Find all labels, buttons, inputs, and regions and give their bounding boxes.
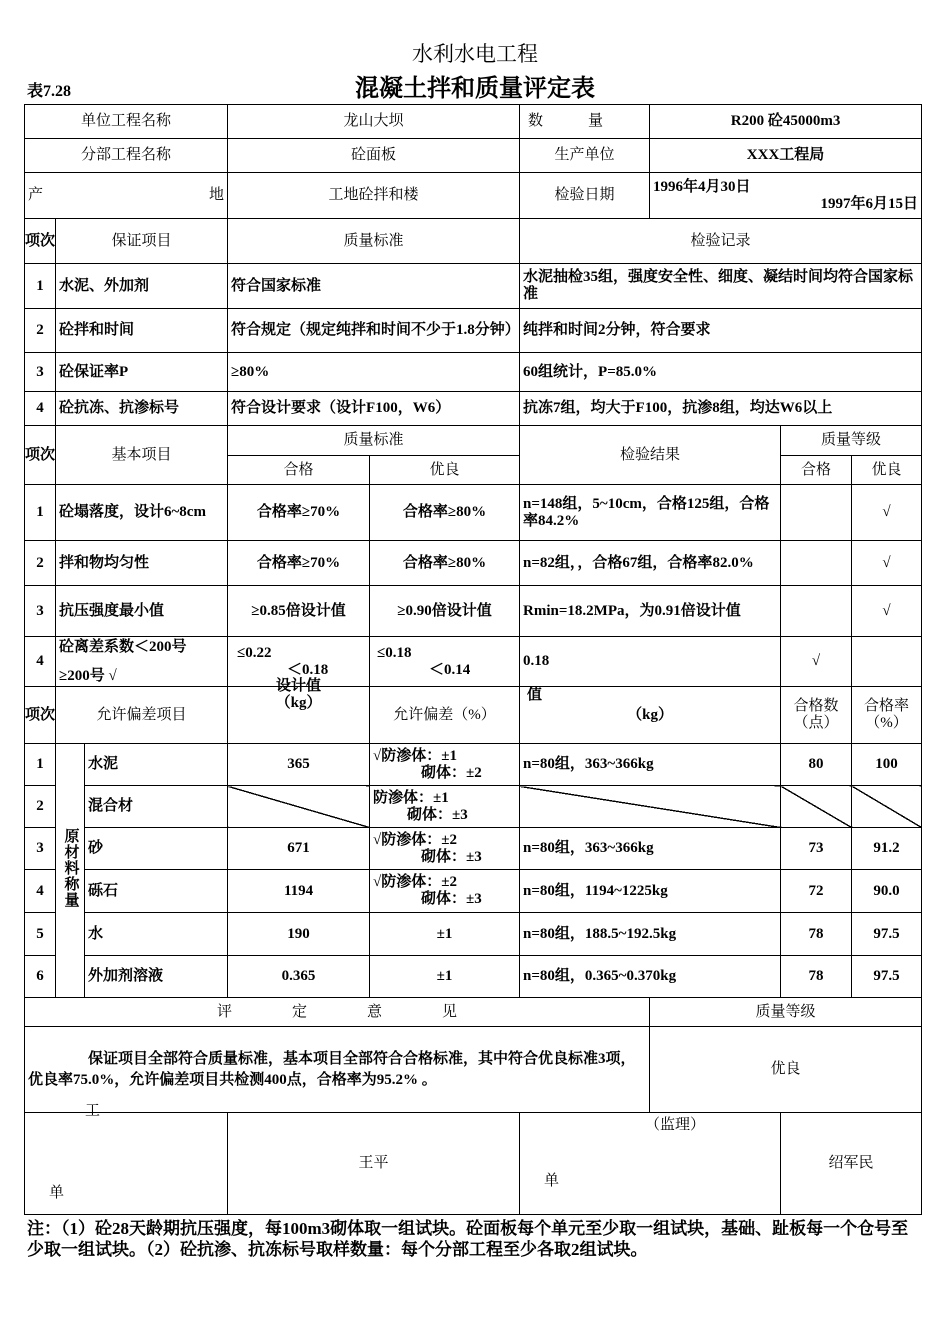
date-range [650,173,922,219]
guarantee-row [25,353,922,392]
part-value: 砼面板 [228,139,520,173]
date-to: 1997年6月15日 [820,195,919,212]
basic-pass-a: ≤0.22 [237,644,272,661]
tolerance-measured: n=80组，188.5~192.5kg [520,913,781,956]
basic-item: 拌和物均匀性 [56,541,228,586]
guarantee-item: 砼抗冻、抗渗标号 [56,392,228,426]
tolerance-points: 72 [781,870,852,913]
tolerance-dev: ±1 [370,956,520,998]
quantity-label: 数 量 [520,105,650,139]
basic-good: 合格率≥80% [370,541,520,586]
design-header-b: （kg） [275,695,322,711]
guarantee-col-record: 检验记录 [520,219,922,264]
tolerance-col-rate: 合格率（%） [852,687,922,744]
origin-label-b: 地 [209,187,225,203]
dev-a: 防渗体：±1 [373,789,449,806]
date-from: 1996年4月30日 [653,178,751,195]
basic-row [25,485,922,541]
tolerance-measured: n=80组，1194~1225kg [520,870,781,913]
group-label: 原材料称量 [62,828,79,908]
tolerance-rate: 90.0 [852,870,922,913]
info-row-origin [25,173,922,219]
tolerance-measured: n=80组，363~366kg [520,744,781,786]
guarantee-row [25,309,922,353]
basic-pass: 合格率≥70% [228,485,370,541]
signature-left-name: 王平 [228,1113,520,1215]
guarantee-record: 水泥抽检35组，强度安全性、细度、凝结时间均符合国家标准 [520,264,922,309]
row-no: 1 [25,485,56,541]
table-number: 表7.28 [27,83,72,100]
tolerance-group [56,744,85,998]
basic-col-item: 基本项目 [56,426,228,485]
basic-col-std: 质量标准 [228,426,520,456]
basic-grade-pass [781,541,852,586]
tolerance-design: 365 [228,744,370,786]
basic-grade-pass: √ [781,637,852,687]
guarantee-std: 符合规定（规定纯拌和时间不少于1.8分钟） [228,309,520,353]
tolerance-measured: n=80组，0.365~0.370kg [520,956,781,998]
tolerance-col-no: 项次 [25,687,56,744]
row-no: 2 [25,541,56,586]
signature-left-label [25,1103,228,1215]
basic-good-b: ＜0.14 [429,661,471,678]
origin-label-a: 产 [28,187,44,203]
basic-row [25,541,922,586]
origin-label [25,173,228,219]
tolerance-col-dev: 允许偏差（%） [370,687,520,744]
tolerance-row [25,786,922,828]
guarantee-item: 水泥、外加剂 [56,264,228,309]
tolerance-rate-empty [852,786,922,828]
info-row-part [25,139,922,173]
date-label: 检验日期 [520,173,650,219]
basic-grade-pass [781,586,852,637]
signature-row [25,1113,922,1215]
tolerance-rate: 91.2 [852,828,922,870]
basic-result: 0.18 [520,637,781,687]
row-no: 1 [25,744,56,786]
tolerance-design: 190 [228,913,370,956]
row-no: 3 [25,353,56,392]
dev-b: 砌体：±3 [421,848,482,865]
tolerance-rate: 100 [852,744,922,786]
evaluation-table [24,104,922,1215]
quantity-value: R200 砼45000m3 [650,105,922,139]
tolerance-design: 0.365 [228,956,370,998]
tolerance-points: 73 [781,828,852,870]
tolerance-col-item: 允许偏差项目 [56,687,228,744]
basic-col-grade-good: 优良 [852,456,922,485]
tolerance-design: 1194 [228,870,370,913]
tolerance-header [25,687,922,744]
signature-right-top: （监理） [645,1117,706,1133]
basic-col-grade: 质量等级 [781,426,922,456]
part-label: 分部工程名称 [25,139,228,173]
assessment-label: 评 定 意 见 [25,998,650,1027]
tolerance-dev [370,744,520,786]
tolerance-col-measured [520,687,781,744]
guarantee-std: ≥80% [228,353,520,392]
assessment-grade-label: 质量等级 [650,998,922,1027]
basic-item: 砼塌落度，设计6~8cm [56,485,228,541]
basic-good: ≥0.90倍设计值 [370,586,520,637]
origin-value: 工地砼拌和楼 [228,173,520,219]
basic-good-split [370,637,520,687]
producer-value: XXX工程局 [650,139,922,173]
signature-right-bottom: 单 [544,1173,560,1189]
guarantee-item: 砼保证率P [56,353,228,392]
basic-item-a: 砼离差系数＜200号 [59,638,187,655]
guarantee-col-std: 质量标准 [228,219,520,264]
guarantee-std: 符合国家标准 [228,264,520,309]
tolerance-item: 外加剂溶液 [85,956,228,998]
tolerance-row [25,828,922,870]
basic-item: 抗压强度最小值 [56,586,228,637]
tolerance-row [25,744,922,786]
row-no: 5 [25,913,56,956]
guarantee-row [25,392,922,426]
row-no: 6 [25,956,56,998]
info-row-unit [25,105,922,139]
row-no: 4 [25,637,56,687]
producer-label: 生产单位 [520,139,650,173]
dev-a: √防渗体：±1 [373,747,457,764]
row-no: 2 [25,309,56,353]
guarantee-col-no: 项次 [25,219,56,264]
assessment-grade: 优良 [650,1027,922,1113]
basic-item-split [56,637,228,687]
basic-pass: 合格率≥70% [228,541,370,586]
basic-grade-pass [781,485,852,541]
doc-title-line2: 混凝土拌和质量评定表 [355,76,595,102]
basic-pass: ≥0.85倍设计值 [228,586,370,637]
row-no: 4 [25,870,56,913]
assessment-text: 保证项目全部符合质量标准，基本项目全部符合合格标准，其中符合优良标准3项，优良率75.0%，允许偏差项目共检测400点，合格率为95.2% 。 [25,1027,650,1113]
signature-right-label [520,1113,781,1215]
basic-row [25,637,922,687]
tolerance-item: 混合材 [85,786,228,828]
measured-header-b: （kg） [627,707,673,723]
basic-result: n=148组，5~10cm，合格125组，合格率84.2% [520,485,781,541]
measured-header-a: 值 [527,687,543,703]
tolerance-dev [370,870,520,913]
basic-col-grade-pass: 合格 [781,456,852,485]
assessment-row [25,1027,922,1113]
tolerance-col-points: 合格数（点） [781,687,852,744]
row-no: 4 [25,392,56,426]
tolerance-points: 78 [781,913,852,956]
tolerance-item: 水 [85,913,228,956]
basic-grade-good: √ [852,485,922,541]
basic-result: Rmin=18.2MPa，为0.91倍设计值 [520,586,781,637]
footnote: 注：（1）砼28天龄期抗压强度，每100m3砌体取一组试块。砼面板每个单元至少取一组试块，基础、趾板每一个仓号至少取一组试块。（2）砼抗渗、抗冻标号取样数量：每个分部工程至少各取2组试块。 [27,1219,909,1259]
tolerance-row [25,956,922,998]
tolerance-row [25,913,922,956]
dev-b: 砌体：±3 [407,806,468,823]
unit-value: 龙山大坝 [228,105,520,139]
basic-header-1 [25,426,922,456]
tolerance-points: 80 [781,744,852,786]
row-no: 1 [25,264,56,309]
dev-a: √防渗体：±2 [373,874,457,890]
tolerance-rate: 97.5 [852,956,922,998]
basic-result: n=82组，，合格67组，合格率82.0% [520,541,781,586]
tolerance-dev [370,828,520,870]
tolerance-measured-empty [520,786,781,828]
guarantee-row [25,264,922,309]
tolerance-item: 砂 [85,828,228,870]
signature-right-name: 绍军民 [781,1113,922,1215]
basic-grade-good [852,637,922,687]
guarantee-item: 砼拌和时间 [56,309,228,353]
basic-col-good: 优良 [370,456,520,485]
guarantee-col-item: 保证项目 [56,219,228,264]
tolerance-rate: 97.5 [852,913,922,956]
row-no: 3 [25,828,56,870]
row-no: 3 [25,586,56,637]
tolerance-item: 水泥 [85,744,228,786]
guarantee-record: 纯拌和时间2分钟，符合要求 [520,309,922,353]
basic-pass-b: ＜0.18 [287,661,329,678]
row-no: 2 [25,786,56,828]
tolerance-item: 砾石 [85,870,228,913]
dev-a: √防渗体：±2 [373,831,457,848]
tolerance-row [25,870,922,913]
tolerance-col-design [228,678,370,744]
basic-good-a: ≤0.18 [377,644,412,661]
tolerance-dev [370,786,520,828]
basic-item-b: ≥200号 √ [59,667,117,684]
guarantee-record: 抗冻7组，均大于F100，抗渗8组，均达W6以上 [520,392,922,426]
design-header-a: 设计值 [276,678,322,694]
tolerance-measured: n=80组，363~366kg [520,828,781,870]
tolerance-dev: ±1 [370,913,520,956]
basic-row [25,586,922,637]
tolerance-design-empty [228,786,370,828]
guarantee-std: 符合设计要求（设计F100，W6） [228,392,520,426]
basic-grade-good: √ [852,586,922,637]
signature-left-top: 工 [85,1103,101,1119]
basic-grade-good: √ [852,541,922,586]
unit-label: 单位工程名称 [25,105,228,139]
guarantee-record: 60组统计，P=85.0% [520,353,922,392]
guarantee-header [25,219,922,264]
tolerance-points: 78 [781,956,852,998]
basic-col-result: 检验结果 [520,426,781,485]
basic-good: 合格率≥80% [370,485,520,541]
dev-b: 砌体：±3 [421,891,482,907]
tolerance-points-empty [781,786,852,828]
basic-col-no: 项次 [25,426,56,485]
doc-title-line1: 水利水电工程 [412,42,538,66]
tolerance-design: 671 [228,828,370,870]
dev-b: 砌体：±2 [421,764,482,781]
assessment-header [25,998,922,1027]
basic-col-pass: 合格 [228,456,370,485]
signature-left-bottom: 单 [49,1185,65,1201]
